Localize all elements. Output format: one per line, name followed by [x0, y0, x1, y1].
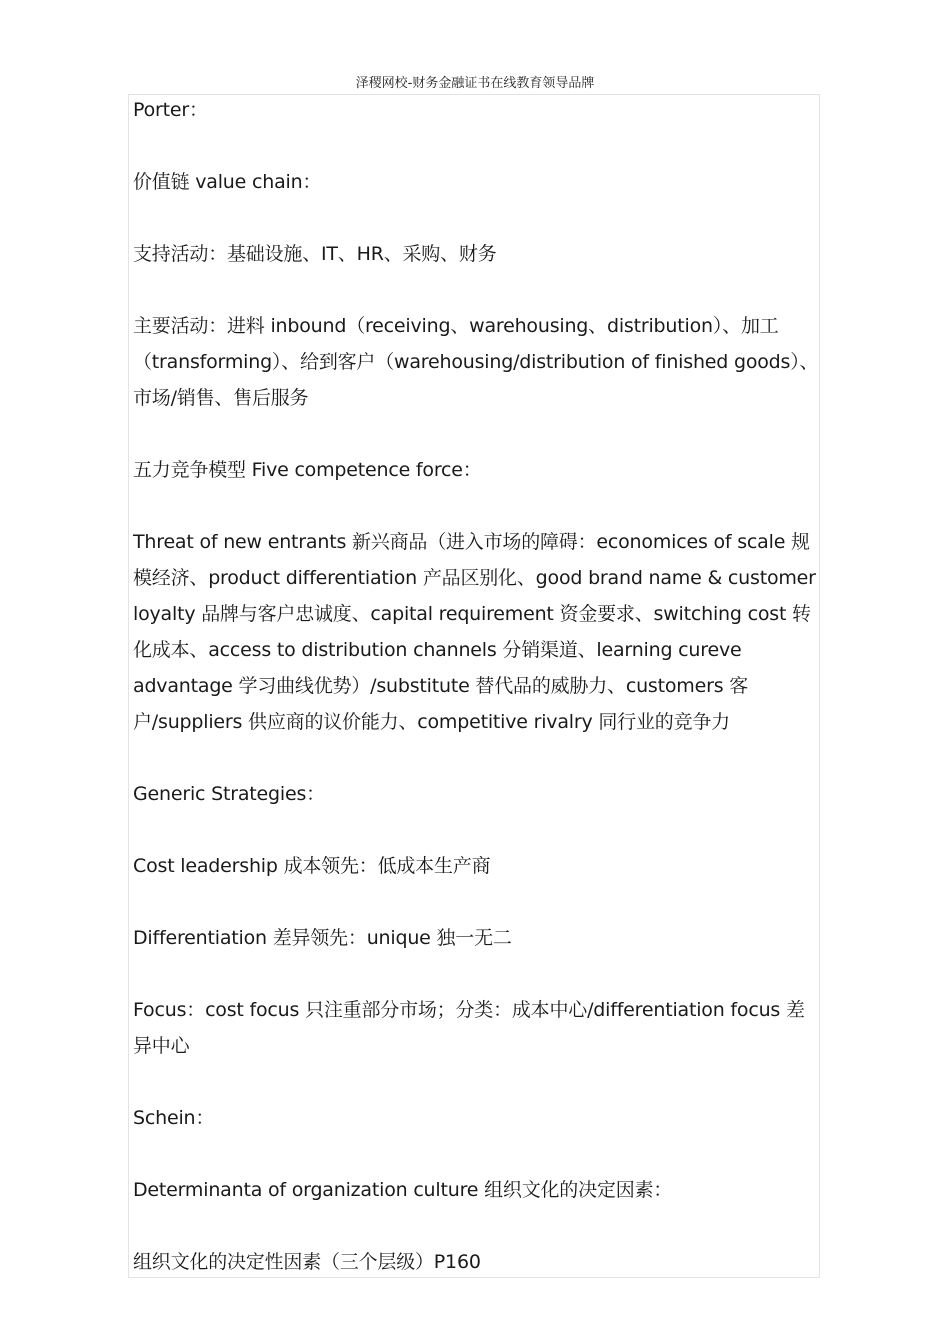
paragraph: 五力竞争模型 Five competence force： [133, 459, 482, 481]
paragraph: 组织文化的决定性因素（三个层级）P160 [133, 1251, 481, 1273]
paragraph: Porter： [133, 99, 208, 121]
paragraph: 支持活动：基础设施、IT、HR、采购、财务 [133, 243, 497, 265]
paragraph: Differentiation 差异领先：unique 独一无二 [133, 927, 512, 949]
paragraph: 主要活动：进料 inbound（receiving、warehousing、distribution）、加工（transforming）、给到客户（warehousing/distribution of finished goods）、市场/销售、售后服务 [133, 315, 819, 409]
paragraph: Schein： [133, 1107, 215, 1129]
paragraph: 价值链 value chain： [133, 171, 322, 193]
document-body [133, 92, 823, 1316]
paragraph: Generic Strategies： [133, 783, 325, 805]
paragraph: Determinanta of organization culture 组织文化的决定因素： [133, 1179, 673, 1201]
paragraph: Cost leadership 成本领先：低成本生产商 [133, 855, 491, 877]
paragraph: Focus：cost focus 只注重部分市场；分类：成本中心/differentiation focus 差异中心 [133, 999, 805, 1057]
paragraph: Threat of new entrants 新兴商品（进入市场的障碍：economices of scale 规模经济、product differentiation 产品区别化、good brand name & customer loyalty 品牌与客户忠诚度、capital requirement 资金要求、switching cost 转化成本、access to distribution channels 分销渠道、learning cureve advantage 学习曲线优势）/substitute 替代品的威胁力、customers 客户/suppliers 供应商的议价能力、competitive rivalry 同行业的竞争力 [133, 531, 816, 733]
page-header: 泽稷网校-财务金融证书在线教育领导品牌 [355, 76, 595, 91]
